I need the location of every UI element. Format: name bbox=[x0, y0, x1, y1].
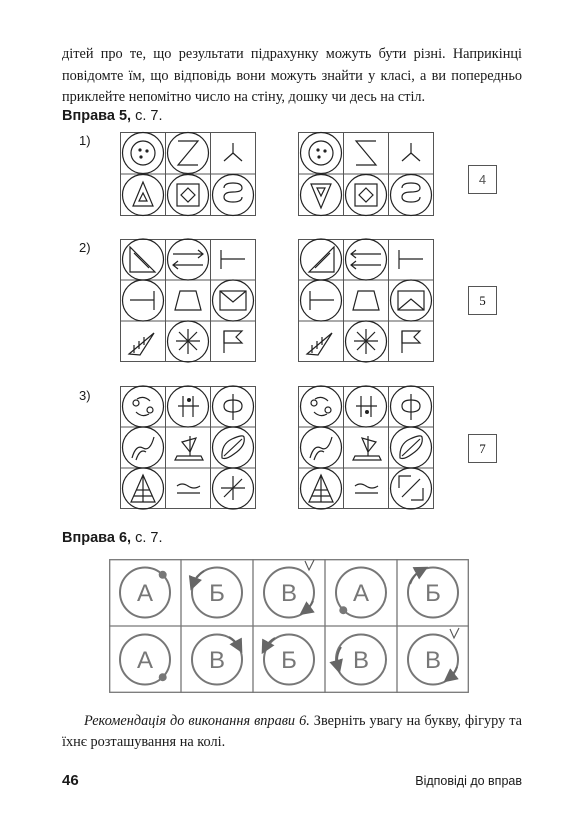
exercise5-title: Вправа 5, bbox=[62, 108, 132, 124]
item3-grid-right bbox=[298, 386, 434, 509]
ex6-r2-c2-letter: В bbox=[208, 647, 226, 674]
ex6-r1-c1-letter: А bbox=[136, 580, 154, 607]
item1-answer: 4 bbox=[468, 165, 497, 194]
item3-label: 3) bbox=[79, 388, 91, 403]
intro-paragraph: дітей про те, що результати підрахунку можуть бути різні. Наприкінці повідомте їм, що відповідь вони можуть знайти у класі, а ви попередньо приклейте непомітно число на стіну, дошку чи десь на стіл. bbox=[62, 46, 522, 105]
exercise6-table bbox=[109, 559, 469, 693]
footer-title: Відповіді до вправ bbox=[415, 774, 522, 788]
item3-answer: 7 bbox=[468, 434, 497, 463]
item1-label: 1) bbox=[79, 133, 91, 148]
item3-grid-left bbox=[120, 386, 256, 509]
item1-grid-left bbox=[120, 132, 256, 216]
ex6-r1-c3-letter: В bbox=[280, 580, 298, 607]
recommendation-paragraph bbox=[62, 711, 522, 753]
ex6-r1-c2-letter: Б bbox=[209, 580, 225, 607]
ex6-r1-c4-letter: А bbox=[352, 580, 370, 607]
item2-answer: 5 bbox=[468, 286, 497, 315]
item1-grid-right bbox=[298, 132, 434, 216]
recommendation-italic: Рекомендація до виконання вправи 6. bbox=[84, 713, 310, 729]
ex6-r2-c5-letter: В bbox=[424, 647, 442, 674]
item2-grid-left bbox=[120, 239, 256, 362]
recommendation-text: Зверніть увагу на букву, фігуру та їхнє розташування на колі. bbox=[62, 713, 522, 750]
exercise5-heading bbox=[62, 108, 163, 124]
exercise6-ref: с. 7. bbox=[131, 530, 163, 546]
page-number: 46 bbox=[62, 772, 79, 789]
item2-grid-right bbox=[298, 239, 434, 362]
ex6-r2-c4-letter: В bbox=[352, 647, 370, 674]
exercise5-ref: с. 7. bbox=[131, 108, 163, 124]
ex6-r2-c1-letter: А bbox=[136, 647, 154, 674]
ex6-r1-c5-letter: Б bbox=[425, 580, 441, 607]
exercise6-heading bbox=[62, 530, 163, 546]
ex6-r2-c3-letter: Б bbox=[281, 647, 297, 674]
item2-label: 2) bbox=[79, 240, 91, 255]
exercise6-title: Вправа 6, bbox=[62, 530, 132, 546]
